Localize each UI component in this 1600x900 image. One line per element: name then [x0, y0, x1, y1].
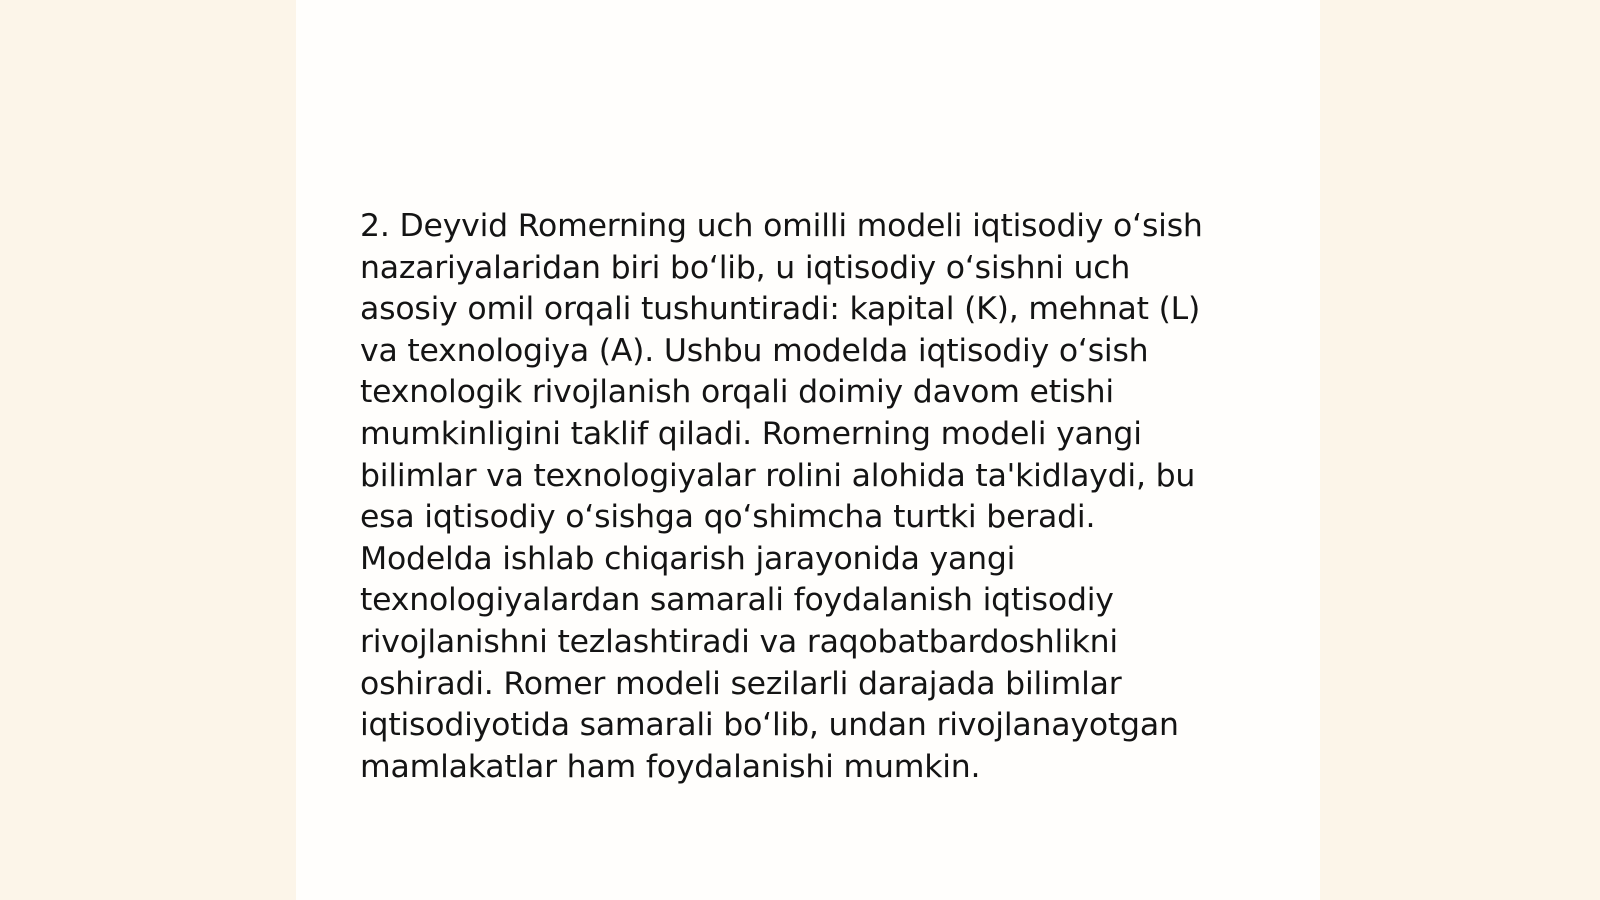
right-margin	[1320, 0, 1600, 900]
text-line: bilimlar va texnologiyalar rolini alohida ta'kidlaydi, bu	[360, 457, 1196, 494]
text-line: oshiradi. Romer modeli sezilarli darajada bilimlar	[360, 665, 1122, 702]
text-line: va texnologiya (A). Ushbu modelda iqtisodiy o‘sish	[360, 332, 1149, 369]
text-line: texnologik rivojlanish orqali doimiy davom etishi	[360, 374, 1114, 411]
text-line: iqtisodiyotida samarali bo‘lib, undan rivojlanayotgan	[360, 707, 1179, 744]
slide-body-text	[360, 206, 1260, 788]
left-margin	[0, 0, 296, 900]
text-line: Modelda ishlab chiqarish jarayonida yangi	[360, 540, 1016, 577]
text-line: mumkinligini taklif qiladi. Romerning modeli yangi	[360, 415, 1142, 452]
text-line: esa iqtisodiy o‘sishga qo‘shimcha turtki beradi.	[360, 499, 1096, 536]
text-line: asosiy omil orqali tushuntiradi: kapital (K), mehnat (L)	[360, 291, 1201, 328]
text-line: 2. Deyvid Romerning uch omilli modeli iqtisodiy o‘sish	[360, 208, 1203, 244]
text-line: rivojlanishni tezlashtiradi va raqobatbardoshlikni	[360, 623, 1118, 660]
text-line: texnologiyalardan samarali foydalanish iqtisodiy	[360, 582, 1114, 619]
slide	[296, 0, 1320, 900]
text-line: mamlakatlar ham foydalanishi mumkin.	[360, 748, 981, 785]
text-line: nazariyalaridan biri bo‘lib, u iqtisodiy o‘sishni uch	[360, 249, 1131, 286]
